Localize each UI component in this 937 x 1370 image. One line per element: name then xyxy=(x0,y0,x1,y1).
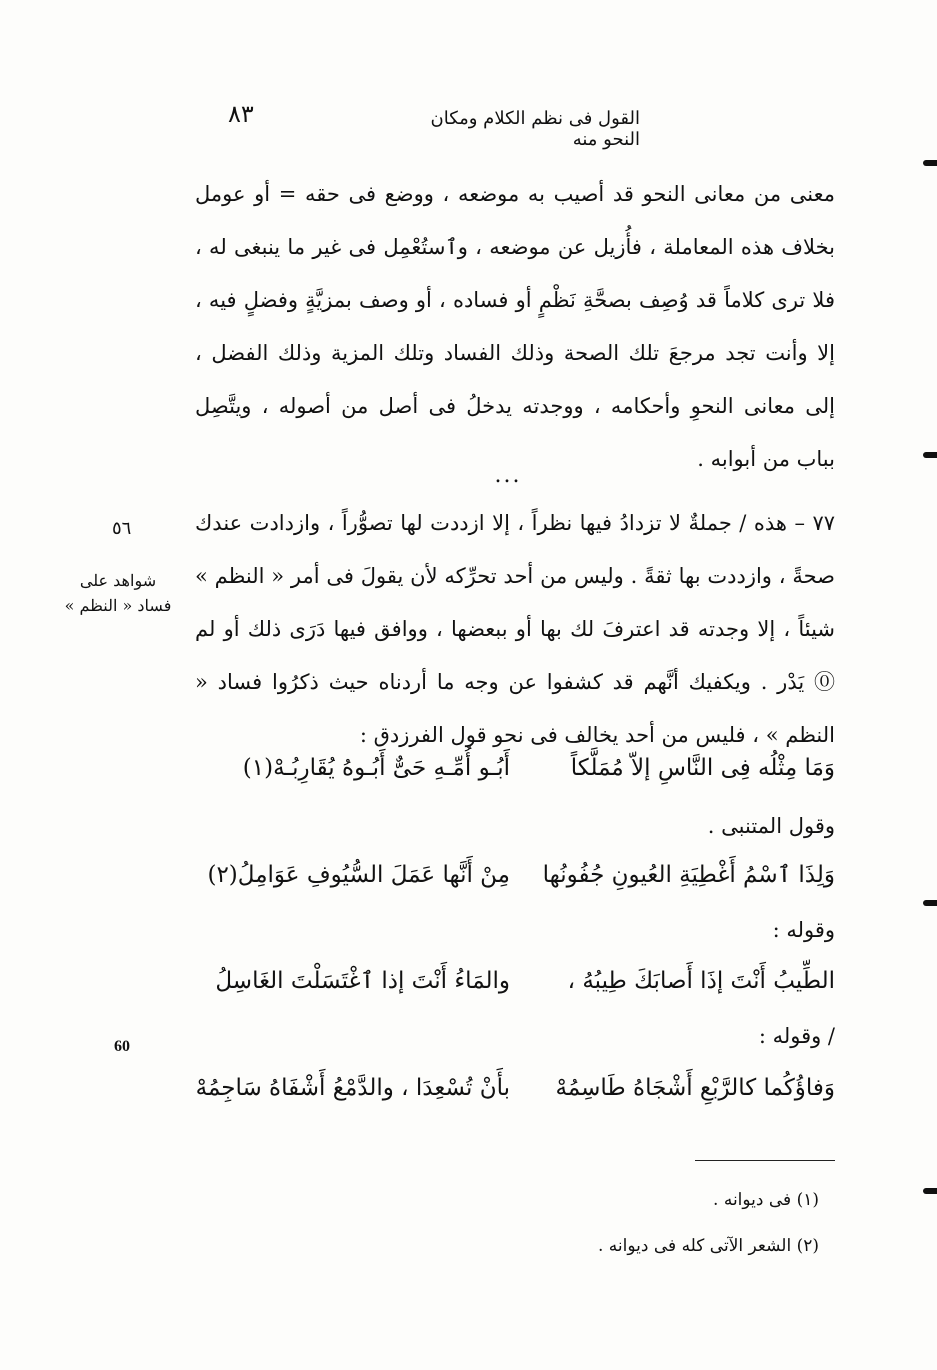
paragraph-2: ٧٧ – هذه / جملةٌ لا تزدادُ فيها نظراً ، إلا ازددت لها تصوُّراً ، وازدادت عندك صحةً ، وازددت بها ثقةً . وليس من أحد تحرِّكه لأن يقولَ فى أمر « النظم » شيئاً ، إلا وجدته قد اعترفَ لك بها أو ببعضها ، ووافق فيها دَرَى ذلك أو لم ⓪ يَدْر . ويكفيك أنَّهم قد كشفوا عن وجه ما أردناه حيث ذكرُوا فساد « النظم » ، فليس من أحد يخالف فى نحو قول الفرزدق : xyxy=(195,511,835,747)
margin-note-line-1: شواهد على xyxy=(79,571,157,590)
footnote-1: (١) فى ديوانه . xyxy=(713,1190,819,1210)
verse-1 xyxy=(205,755,835,805)
margin-page-reference: 60 xyxy=(114,1038,130,1055)
edge-scan-mark xyxy=(923,160,937,166)
section-separator: ... xyxy=(494,463,522,488)
verse-intro-1: وقول المتنبى . xyxy=(707,814,835,838)
edge-scan-mark xyxy=(923,900,937,906)
margin-note xyxy=(58,568,178,618)
verse-3-hemistich-2: والمَاءُ أَنْتَ إذا ٱغْتَسَلْتَ الغَاسِلُ xyxy=(215,968,510,994)
verse-4 xyxy=(195,1075,835,1125)
verse-3-hemistich-1: الطِّيبُ أَنْتَ إذَا أَصابَكَ طِيبُهُ ، xyxy=(567,968,835,994)
verse-2 xyxy=(205,862,835,912)
verse-intro-3: / وقوله : xyxy=(758,1024,835,1048)
edge-scan-mark xyxy=(923,452,937,458)
running-header-title: القول فى نظم الكلام ومكان النحو منه xyxy=(430,108,640,150)
margin-note-line-2: فساد « النظم » xyxy=(64,596,172,615)
verse-4-hemistich-2: بأَنْ تُسْعِدَا ، والدَّمْعُ أَشْفَاهُ سَاجِمُهْ xyxy=(195,1075,510,1101)
verse-2-hemistich-1: وَلِذَا ٱسْمُ أَغْطِيَةِ العُيونِ جُفُونُها xyxy=(542,862,835,888)
verse-2-hemistich-2: مِنْ أَنَّها عَمَلَ السُّيُوفِ عَوَامِلُ(٢) xyxy=(207,862,510,888)
verse-3 xyxy=(205,968,835,1018)
page-number: ٨٣ xyxy=(228,100,254,128)
verse-1-hemistich-2: أَبُـو أُمِّـهِ حَىٌّ أَبُـوهُ يُقَارِبُـهْ(١) xyxy=(242,755,510,781)
verse-1-hemistich-1: وَمَا مِثْلُه فِى النَّاسِ إلاّ مُمَلَّكاً xyxy=(570,755,835,781)
margin-section-number: ٥٦ xyxy=(112,518,132,539)
verse-intro-2: وقوله : xyxy=(772,918,835,942)
footnote-2: (٢) الشعر الآتى كله فى ديوانه . xyxy=(598,1236,819,1256)
edge-scan-mark xyxy=(923,1188,937,1194)
paragraph-1: معنى من معانى النحو قد أصيب به موضعه ، ووضع فى حقه = أو عومل بخلاف هذه المعاملة ، فأُزيل عن موضعه ، وٱستُعْمِل فى غير ما ينبغى له ، فلا ترى كلاماً قد وُصِف بصحَّةِ نَظْمٍ أو فساده ، أو وصف بمزيَّةٍ وفضلٍ فيه ، إلا وأنت تجد مرجعَ تلك الصحة وذلك الفساد وتلك المزية وذلك الفضل ، إلى معانى النحوِ وأحكامه ، ووجدته يدخلُ فى أصل من أصوله ، ويتَّصِل بباب من أبوابه . xyxy=(195,182,835,471)
verse-4-hemistich-1: وَفاؤُكُما كالرَّبْعِ أَشْجَاهُ طَاسِمُهْ xyxy=(555,1075,835,1101)
footnote-rule xyxy=(695,1160,835,1161)
